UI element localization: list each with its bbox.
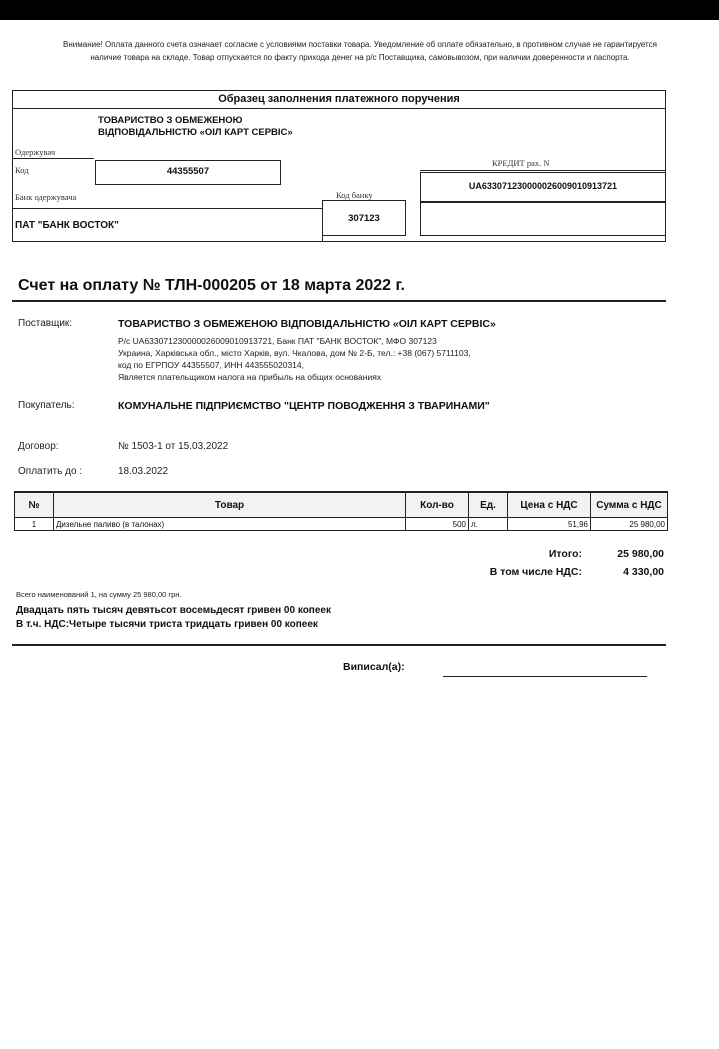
bank-code-label: Код банку <box>336 190 373 200</box>
payment-notice: Внимание! Оплата данного счета означает согласие с условиями поставки товара. Уведомление об оплате обязательно, в противном случае не гарантируется наличие товара на складе. Товар отпускается по факту прихода денег на р/с Поставщика, самовывозом, при наличии доверенности и паспорта. <box>63 40 657 62</box>
payment-sample-title: Образец заполнения платежного поручения <box>218 93 460 105</box>
supplier-details-line: код по ЕГРПОУ 44355507, ИНН 443555020314, <box>118 360 304 370</box>
column-header-qty: Кол-во <box>406 492 469 518</box>
cell-price: 51,96 <box>508 518 591 531</box>
vat-in-words: В т.ч. НДС:Четыре тысячи триста тридцать гривен 00 копеек <box>16 619 318 630</box>
divider <box>420 170 666 171</box>
total-value: 25 980,00 <box>617 548 664 560</box>
cell-qty: 500 <box>406 518 469 531</box>
cell-num: 1 <box>15 518 54 531</box>
pay-until-value: 18.03.2022 <box>118 466 169 477</box>
empty-account-box <box>420 202 666 236</box>
code-value-box <box>95 160 281 185</box>
pay-until-label: Оплатить до : <box>18 466 83 477</box>
code-label: Код <box>15 165 29 175</box>
bank-label: Банк одержувача <box>15 192 77 202</box>
signature-line <box>443 676 647 677</box>
invoice-title: Счет на оплату № ТЛН-000205 от 18 марта 2022 г. <box>18 277 405 294</box>
contract-label: Договор: <box>18 441 59 452</box>
account-value: UA633071230000026009010913721 <box>468 181 618 191</box>
column-header-num: № <box>15 492 54 518</box>
supplier-name: ТОВАРИСТВО З ОБМЕЖЕНОЮ ВІДПОВІДАЛЬНІСТЮ «ОІЛ КАРТ СЕРВІС» <box>118 318 496 330</box>
code-value: 44355507 <box>166 166 210 177</box>
column-header-price: Цена с НДС <box>508 492 591 518</box>
cell-sum: 25 980,00 <box>591 518 668 531</box>
goods-table <box>14 491 668 531</box>
contract-value: № 1503-1 от 15.03.2022 <box>118 441 229 452</box>
buyer-label: Покупатель: <box>18 400 75 411</box>
cell-unit: л. <box>469 518 508 531</box>
top-black-bar <box>0 0 719 20</box>
divider <box>12 108 666 109</box>
credit-label: КРЕДИТ рах. N <box>492 158 550 168</box>
divider <box>12 644 666 646</box>
bank-name: ПАТ "БАНК ВОСТОК" <box>15 220 119 231</box>
column-header-sum: Сумма с НДС <box>591 492 668 518</box>
bank-code-value: 307123 <box>348 213 380 224</box>
supplier-details-line: Украина, Харківська обл., місто Харків, вул. Чкалова, дом № 2-Б, тел.: +38 (067) 5711103, <box>118 348 471 358</box>
column-header-unit: Ед. <box>469 492 508 518</box>
supplier-details-line: Является плательщиком налога на прибыль на общих основаниях <box>118 372 382 382</box>
signature-label: Виписал(а): <box>343 661 405 673</box>
recipient-name: ТОВАРИСТВО З ОБМЕЖЕНОЮ ВІДПОВІДАЛЬНІСТЮ «ОІЛ КАРТ СЕРВІС» <box>98 115 293 138</box>
divider <box>12 158 94 159</box>
account-value-box <box>420 172 666 202</box>
bank-code-box <box>322 200 406 236</box>
table-row <box>15 518 668 531</box>
supplier-label: Поставщик: <box>18 318 73 329</box>
buyer-name: КОМУНАЛЬНЕ ПІДПРИЄМСТВО "ЦЕНТР ПОВОДЖЕННЯ З ТВАРИНАМИ" <box>118 400 490 412</box>
amount-in-words: Двадцать пять тысяч девятьсот восемьдесят гривен 00 копеек <box>16 605 331 616</box>
recipient-label: Одержувач <box>15 147 56 157</box>
table-header-row <box>15 492 668 518</box>
vat-value: 4 330,00 <box>623 566 664 578</box>
items-count-line: Всего наименований 1, на сумму 25 980,00 грн. <box>16 590 182 599</box>
vat-label: В том числе НДС: <box>489 566 582 578</box>
column-header-item: Товар <box>54 492 406 518</box>
cell-item: Дизельне паливо (в талонах) <box>54 518 406 531</box>
divider <box>12 300 666 302</box>
divider <box>12 208 322 209</box>
total-label: Итого: <box>548 548 582 560</box>
supplier-details-line: Р/с UA633071230000026009010913721, Банк ПАТ "БАНК ВОСТОК", МФО 307123 <box>118 336 437 346</box>
